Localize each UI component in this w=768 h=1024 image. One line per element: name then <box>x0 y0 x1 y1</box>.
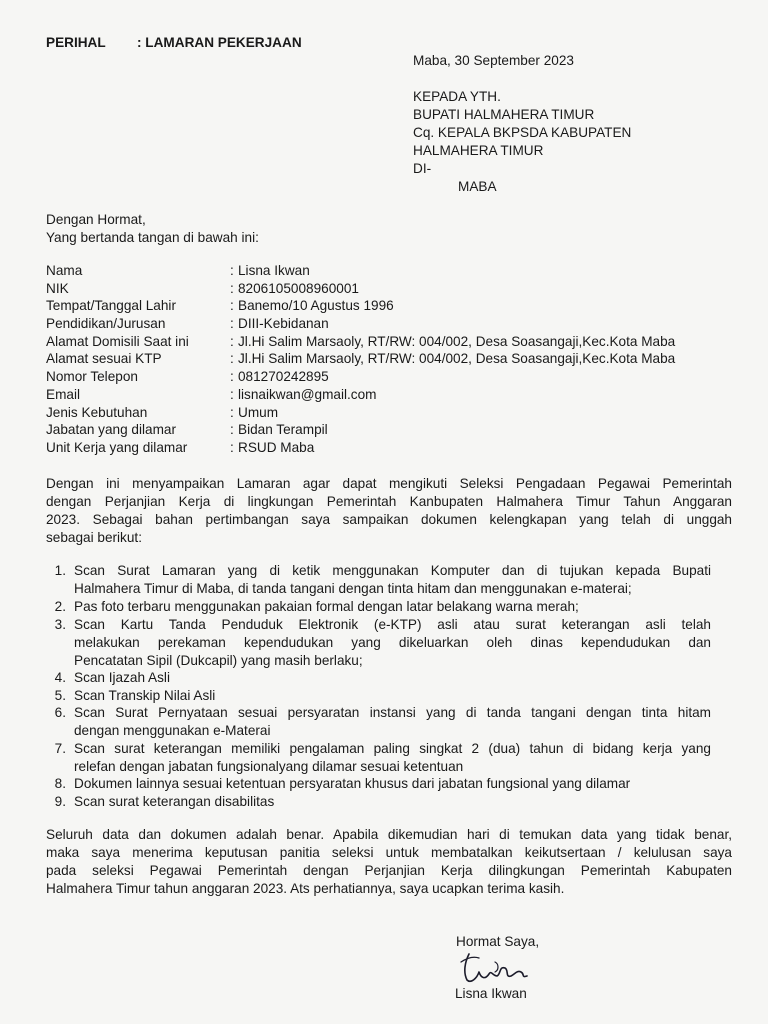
identity-row <box>46 368 746 386</box>
list-item-line: relefan dengan jabatan fungsionalyang dilamar sesuai ketentuan <box>74 758 464 774</box>
identity-value: DIII-Kebidanan <box>238 316 329 332</box>
identity-row <box>46 404 746 422</box>
identity-colon: : <box>230 386 234 402</box>
recipient-line: KEPADA YTH. <box>413 89 501 104</box>
list-item-text <box>74 775 711 793</box>
identity-label: Email <box>46 386 80 402</box>
closing-line: pada seleksi Pegawai Pemerintah dengan Perjanjian Kerja dilingkungan Pemerintah Kabupaten <box>46 863 732 878</box>
list-item-number: 8. <box>54 776 66 791</box>
closing-line: maka saya menerima keputusan panitia seleksi untuk membatalkan keikutsertaan / kelulusan saya <box>46 845 732 860</box>
identity-colon: : <box>230 351 234 367</box>
list-item <box>50 598 740 616</box>
letter-date: Maba, 30 September 2023 <box>413 53 574 68</box>
identity-label: NIK <box>46 280 69 296</box>
signer-name: Lisna Ikwan <box>455 986 527 1001</box>
body-line: dengan Perjanjian Kerja di lingkungan Pemerintah Kanbupaten Halmahera Timur Tahun Anggaran <box>46 494 732 509</box>
recipient-line: BUPATI HALMAHERA TIMUR <box>413 107 595 122</box>
closing-paragraph <box>46 826 732 898</box>
closing-line: Halmahera Timur tahun anggaran 2023. Ats perhatiannya, saya ucapkan terima kasih. <box>46 881 565 896</box>
list-item <box>50 687 740 705</box>
identity-label: Alamat sesuai KTP <box>46 351 162 367</box>
list-item-number: 5. <box>54 687 66 703</box>
identity-colon: : <box>230 439 234 455</box>
subject-value: : LAMARAN PEKERJAAN <box>137 35 302 50</box>
list-item-line: dengan menggunakan e-Materai <box>74 723 271 738</box>
identity-row <box>46 315 746 333</box>
list-item-number: 4. <box>54 670 66 685</box>
identity-label: Alamat Domisili Saat ini <box>46 333 189 349</box>
list-item-line: Dokumen lainnya sesuai ketentuan persyaratan khusus dari jabatan fungsional yang dilamar <box>74 776 631 791</box>
identity-colon: : <box>230 333 234 349</box>
list-item-text <box>74 740 711 776</box>
list-item-text <box>74 598 711 616</box>
identity-colon: : <box>230 316 234 332</box>
list-item-line: Halmahera Timur di Maba, di tanda tangani dengan tinta hitam dan menggunakan e-materai; <box>74 581 632 596</box>
identity-row <box>46 421 746 439</box>
document-list <box>50 562 740 810</box>
identity-row <box>46 262 746 280</box>
list-item-number: 7. <box>54 740 66 756</box>
list-item-text <box>74 669 711 687</box>
list-item <box>50 704 740 740</box>
list-item <box>50 740 740 776</box>
identity-table <box>46 262 746 457</box>
identity-colon: : <box>230 263 234 278</box>
list-item <box>50 562 740 598</box>
identity-label: Jabatan yang dilamar <box>46 422 176 438</box>
list-item-line: Pencatatan Sipil (Dukcapil) yang masih berlaku; <box>74 652 363 668</box>
body-line: 2023. Sebagai bahan pertimbangan saya sampaikan dokumen kelengkapan yang telah di unggah <box>46 512 732 527</box>
identity-row <box>46 439 746 457</box>
list-item <box>50 669 740 687</box>
recipient-line: Cq. KEPALA BKPSDA KABUPATEN <box>413 125 632 140</box>
identity-value: Bidan Terampil <box>238 422 328 438</box>
list-item-number: 1. <box>54 563 66 578</box>
identity-row <box>46 386 746 404</box>
identity-label: Unit Kerja yang dilamar <box>46 439 188 455</box>
subject-label: PERIHAL <box>46 35 106 50</box>
identity-colon: : <box>230 404 234 420</box>
identity-value: 8206105008960001 <box>238 280 359 296</box>
list-item-text <box>74 704 711 740</box>
list-item <box>50 616 740 670</box>
list-item-line: Pas foto terbaru menggunakan pakaian formal dengan latar belakang warna merah; <box>74 599 579 614</box>
list-item-line: Scan surat keterangan disabilitas <box>74 793 275 809</box>
list-item-number: 9. <box>54 793 66 809</box>
list-item-number: 3. <box>54 616 66 632</box>
identity-value: Jl.Hi Salim Marsaoly, RT/RW: 004/002, Desa Soasangaji,Kec.Kota Maba <box>238 333 676 349</box>
recipient-line: DI- <box>413 161 432 176</box>
list-item <box>50 793 740 811</box>
identity-value: lisnaikwan@gmail.com <box>238 386 377 402</box>
body-paragraph <box>46 475 732 547</box>
body-line: sebagai berikut: <box>46 530 142 545</box>
list-item-text <box>74 687 711 705</box>
list-item-text <box>74 562 711 598</box>
list-item-number: 2. <box>54 599 66 614</box>
identity-colon: : <box>230 298 234 314</box>
list-item-line: Scan Transkip Nilai Asli <box>74 687 216 703</box>
handwritten-signature <box>455 948 545 988</box>
list-item-line: Scan Kartu Tanda Penduduk Elektronik (e-KTP) asli atau surat keterangan asli telah <box>74 616 711 632</box>
identity-row <box>46 350 746 368</box>
identity-value: Lisna Ikwan <box>238 263 310 278</box>
identity-label: Nama <box>46 263 83 278</box>
identity-value: RSUD Maba <box>238 439 315 455</box>
identity-label: Nomor Telepon <box>46 369 138 385</box>
list-item-line: Scan Surat Lamaran yang di ketik menggunakan Komputer dan di tujukan kepada Bupati <box>74 563 711 578</box>
closing-line: Seluruh data dan dokumen adalah benar. Apabila dikemudian hari di temukan data yang tidak benar, <box>46 827 732 842</box>
list-item-line: melakukan perekaman kependudukan yang dikeluarkan oleh dinas kependudukan dan <box>74 634 711 650</box>
identity-row <box>46 333 746 351</box>
list-item-text <box>74 616 711 670</box>
identity-value: 081270242895 <box>238 369 329 385</box>
intro-text: Yang bertanda tangan di bawah ini: <box>46 230 259 245</box>
recipient-line: MABA <box>458 179 497 194</box>
identity-colon: : <box>230 422 234 438</box>
list-item-line: Scan Surat Pernyataan sesuai persyaratan instansi yang di tanda tangani dengan tinta hitam <box>74 705 711 720</box>
body-line: Dengan ini menyampaikan Lamaran agar dapat mengikuti Seleksi Pengadaan Pegawai Pemerintah <box>46 476 732 491</box>
signature-closing: Hormat Saya, <box>456 934 540 949</box>
identity-label: Tempat/Tanggal Lahir <box>46 298 176 314</box>
identity-value: Umum <box>238 404 279 420</box>
list-item-line: Scan surat keterangan memiliki pengalaman paling singkat 2 (dua) tahun di bidang kerja yang <box>74 740 711 756</box>
recipient-line: HALMAHERA TIMUR <box>413 143 544 158</box>
list-item <box>50 775 740 793</box>
salutation: Dengan Hormat, <box>46 212 146 227</box>
list-item-line: Scan Ijazah Asli <box>74 670 170 685</box>
identity-colon: : <box>230 280 234 296</box>
recipient-block <box>413 88 631 196</box>
identity-label: Jenis Kebutuhan <box>46 404 148 420</box>
identity-row <box>46 280 746 298</box>
identity-value: Banemo/10 Agustus 1996 <box>238 298 394 314</box>
list-item-number: 6. <box>54 705 66 720</box>
identity-row <box>46 297 746 315</box>
identity-colon: : <box>230 369 234 385</box>
identity-value: Jl.Hi Salim Marsaoly, RT/RW: 004/002, Desa Soasangaji,Kec.Kota Maba <box>238 351 676 367</box>
list-item-text <box>74 793 711 811</box>
identity-label: Pendidikan/Jurusan <box>46 316 166 332</box>
